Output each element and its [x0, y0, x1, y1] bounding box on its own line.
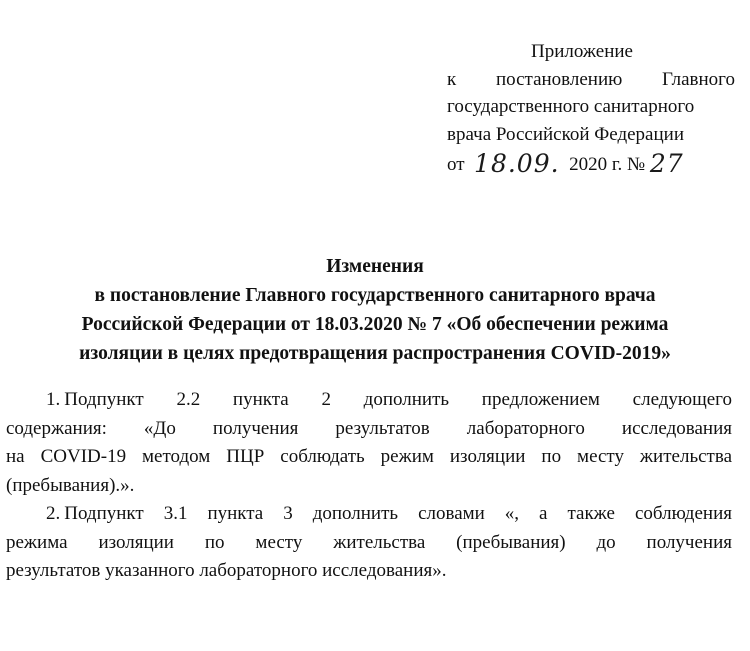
paragraph-line: [6, 500, 732, 529]
heading-line-2: в постановление Главного государственного санитарного врача: [94, 285, 656, 306]
item-number: 1.: [46, 389, 61, 410]
paragraph-item-2: [6, 500, 732, 586]
paragraph-line: на COVID-19 методом ПЦР соблюдать режим изоляции по месту жительства: [6, 446, 732, 467]
appendix-line-1: к постановлению Главного: [447, 68, 735, 90]
paragraph-line: [6, 386, 732, 415]
paragraph-line: (пребывания).».: [6, 474, 135, 496]
appendix-line-3: врача Российской Федерации: [447, 123, 684, 145]
paragraph-text: Подпункт 3.1 пункта 3 дополнить словами «, а также соблюдения: [64, 503, 732, 524]
document-heading: [18, 252, 732, 368]
heading-line-3: Российской Федерации от 18.03.2020 № 7 «Об обеспечении режима: [81, 314, 669, 335]
appendix-header: [447, 38, 735, 179]
paragraph-line: результатов указанного лабораторного исследования».: [6, 560, 447, 581]
heading-line-4: изоляции в целях предотвращения распространения COVID-2019»: [79, 343, 671, 364]
document-body: [6, 386, 732, 586]
paragraph-text: Подпункт 2.2 пункта 2 дополнить предложением следующего: [64, 389, 732, 410]
paragraph-line: режима изоляции по месту жительства (пребывания) до получения: [6, 531, 732, 553]
appendix-title: Приложение: [531, 41, 633, 62]
handwritten-date: 18.09.: [474, 149, 560, 178]
appendix-prefix-from: от: [447, 154, 465, 175]
item-number: 2.: [46, 503, 61, 524]
handwritten-number: 27: [649, 149, 684, 178]
appendix-year-suffix: 2020 г. №: [569, 154, 646, 175]
paragraph-line: содержания: «До получения результатов лабораторного исследования: [6, 417, 732, 439]
appendix-date-line: [447, 148, 735, 179]
paragraph-item-1: [6, 386, 732, 500]
appendix-line-2: государственного санитарного: [447, 96, 695, 117]
heading-line-1: Изменения: [326, 256, 424, 277]
